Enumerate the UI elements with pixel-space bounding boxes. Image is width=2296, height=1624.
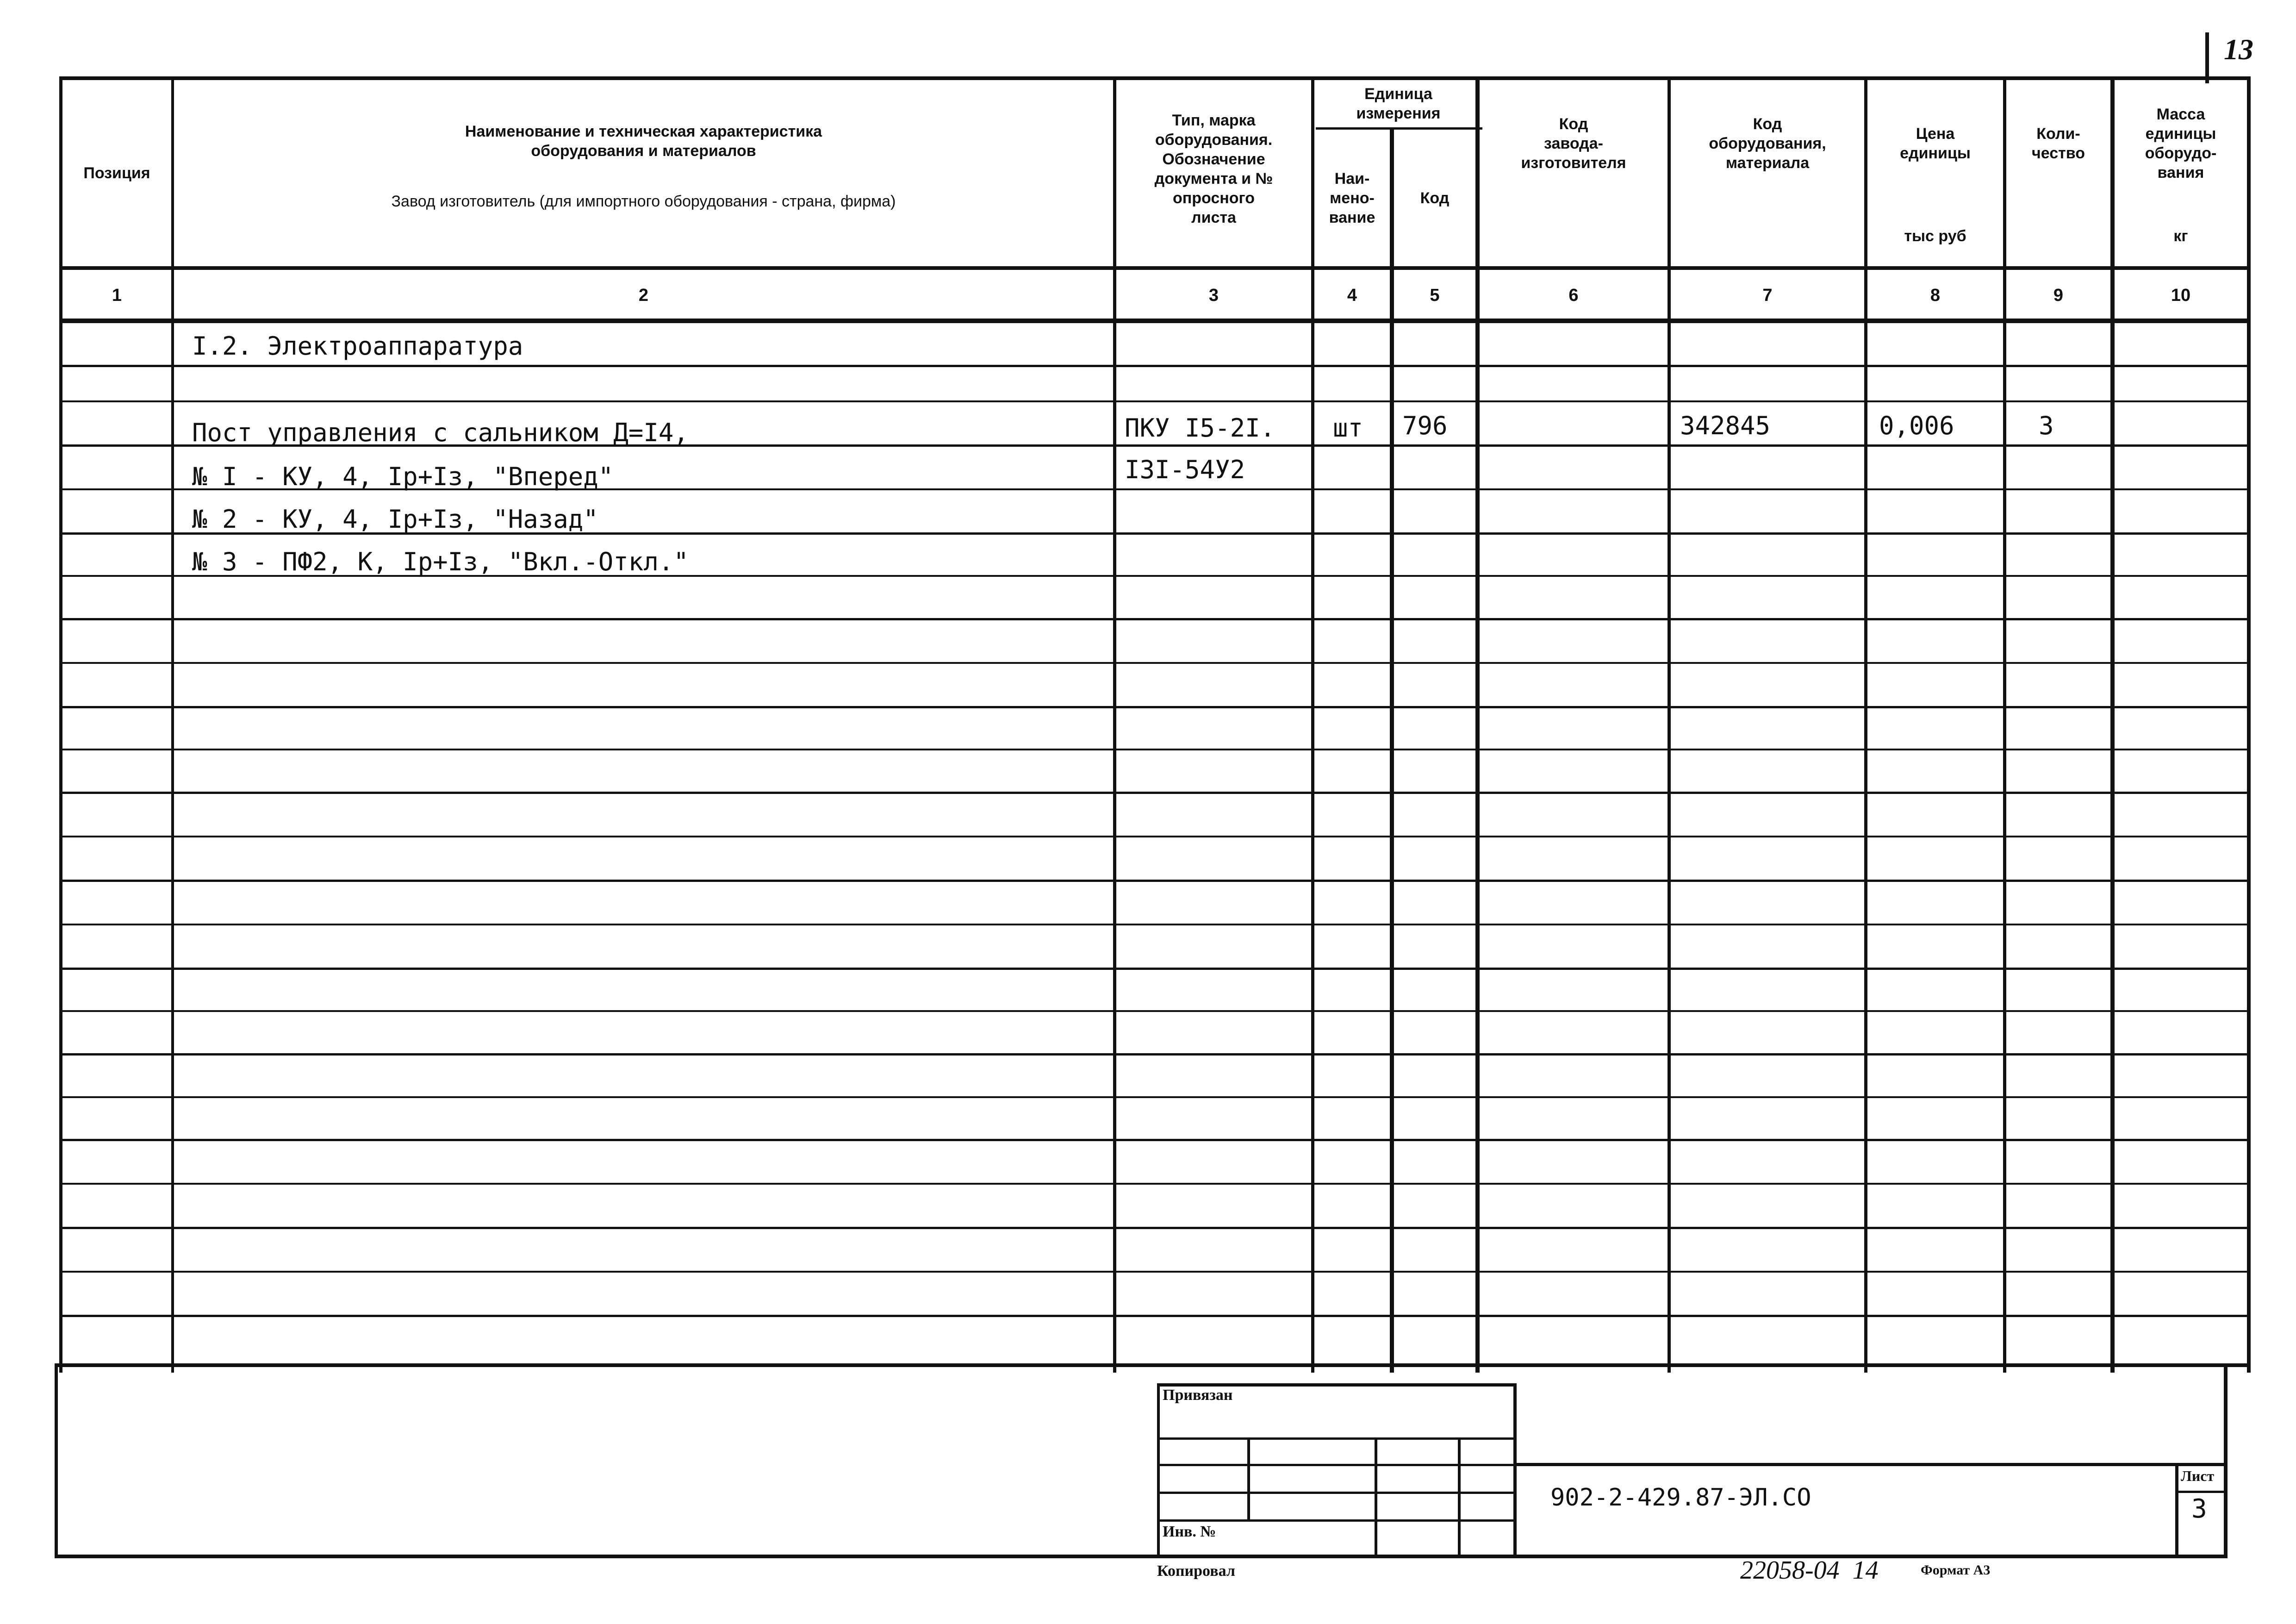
- row-quantity: 3: [2039, 411, 2054, 440]
- header-divider: [59, 266, 2251, 270]
- privyazan-col-3: [1458, 1437, 1461, 1558]
- row-line: [59, 1183, 2251, 1185]
- row-unit-code: 796: [1402, 411, 1448, 440]
- table-border-right: [2247, 76, 2251, 1373]
- row-line: [59, 400, 2251, 402]
- row-unit: шт: [1333, 413, 1363, 443]
- colnum-5: 5: [1430, 286, 1440, 305]
- stamp-right-border: [2224, 1363, 2228, 1558]
- row-line: [59, 792, 2251, 794]
- row-line: [59, 924, 2251, 925]
- privyazan-label: Привязан: [1163, 1387, 1233, 1404]
- colnum-9: 9: [2053, 286, 2064, 305]
- colnum-8: 8: [1930, 286, 1941, 305]
- row-line: [59, 836, 2251, 837]
- sheet-box-divider: [2175, 1491, 2228, 1493]
- colnum-3: 3: [1208, 286, 1219, 305]
- row-line: [59, 662, 2251, 664]
- sheet-label: Лист: [2181, 1468, 2215, 1484]
- row-line: [59, 706, 2251, 708]
- col-line-9: [2003, 76, 2006, 1373]
- col-line-3: [1113, 76, 1116, 1373]
- row-line: [59, 1271, 2251, 1273]
- header-mass-unit: кг: [2173, 227, 2188, 245]
- header-price-unit: тыс руб: [1904, 227, 1966, 245]
- corner-mark: [2205, 32, 2209, 83]
- row-name: № I - КУ, 4, Ip+Iз, "Вперед": [192, 462, 614, 491]
- colnum-10: 10: [2171, 286, 2191, 305]
- row-line: [59, 365, 2251, 367]
- row-equipment-code: 342845: [1680, 411, 1771, 440]
- row-name: № 2 - КУ, 4, Ip+Iз, "Назад": [192, 505, 598, 534]
- doccode-top: [1516, 1463, 2228, 1466]
- row-line: [59, 1139, 2251, 1141]
- privyazan-col-2: [1375, 1437, 1377, 1558]
- col-line-10: [2110, 76, 2115, 1373]
- col-line-6: [1475, 76, 1480, 1373]
- colnum-4: 4: [1347, 286, 1357, 305]
- stamp-left-border: [55, 1363, 58, 1558]
- colnum-7: 7: [1762, 286, 1773, 305]
- row-type: ПКУ I5-2I.: [1125, 413, 1276, 443]
- table-border-top: [59, 76, 2251, 80]
- header-type: Тип, марка оборудования. Обозначение документа и № опросного листа: [1154, 112, 1273, 226]
- sheet-box-left: [2175, 1463, 2178, 1558]
- row-line: [59, 1315, 2251, 1317]
- section-title: I.2. Электроаппаратура: [192, 331, 523, 361]
- page-corner-number: 13: [2224, 33, 2253, 66]
- row-type: I3I-54У2: [1125, 455, 1245, 484]
- header-quantity: Коли- чество: [2032, 125, 2085, 162]
- table-border-left: [59, 76, 62, 1373]
- row-line: [59, 749, 2251, 750]
- header-mass: Масса единицы оборудо- вания: [2145, 106, 2217, 181]
- privyazan-col-1: [1247, 1437, 1250, 1521]
- colnum-1: 1: [112, 286, 122, 305]
- col-line-7: [1668, 76, 1671, 1373]
- privyazan-line-4: [1157, 1519, 1516, 1522]
- header-factory-code: Код завода- изготовителя: [1521, 115, 1626, 172]
- row-line: [59, 1227, 2251, 1229]
- colnum-6: 6: [1568, 286, 1579, 305]
- header-price: Цена единицы: [1900, 125, 1971, 162]
- header-unit-name: Наи- мено- вание: [1329, 169, 1375, 226]
- copied-label: Копировал: [1157, 1562, 1235, 1580]
- row-line: [59, 1096, 2251, 1098]
- col-line-4: [1311, 76, 1314, 1373]
- header-equipment-code: Код оборудования, материала: [1709, 115, 1826, 172]
- handwritten-note: 22058-04 14: [1740, 1556, 1879, 1585]
- privyazan-line-2: [1157, 1464, 1516, 1466]
- sheet-number: 3: [2191, 1494, 2207, 1524]
- header-manufacturer: Завод изготовитель (для импортного оборудования - страна, фирма): [391, 193, 896, 210]
- table-body-bottom: [55, 1363, 2251, 1367]
- colnum-2: 2: [638, 286, 649, 305]
- row-line: [59, 1010, 2251, 1012]
- inv-no-label: Инв. №: [1163, 1523, 1216, 1540]
- row-price: 0,006: [1879, 411, 1954, 440]
- format-label: Формат А3: [1921, 1562, 1991, 1578]
- row-line: [59, 880, 2251, 882]
- header-position: Позиция: [83, 164, 150, 182]
- header-unit-code: Код: [1420, 189, 1450, 207]
- privyazan-top: [1157, 1383, 1516, 1387]
- row-name: Пост управления с сальником Д=I4,: [192, 418, 689, 447]
- document-code: 902-2-429.87-ЭЛ.СО: [1550, 1484, 1811, 1512]
- row-line: [59, 968, 2251, 970]
- header-name: Наименование и техническая характеристика оборудования и материалов: [465, 123, 822, 160]
- col-line-8: [1864, 76, 1867, 1373]
- stamp-bottom-border: [55, 1555, 2228, 1558]
- row-line: [59, 618, 2251, 620]
- privyazan-line-1: [1157, 1437, 1516, 1440]
- row-name: № 3 - ПФ2, К, Ip+Iз, "Вкл.-Откл.": [192, 547, 689, 576]
- privyazan-right: [1513, 1383, 1517, 1558]
- privyazan-line-3: [1157, 1492, 1516, 1494]
- privyazan-left: [1157, 1383, 1160, 1558]
- header-unit-group: Единица измерения: [1356, 85, 1441, 122]
- row-line: [59, 1053, 2251, 1056]
